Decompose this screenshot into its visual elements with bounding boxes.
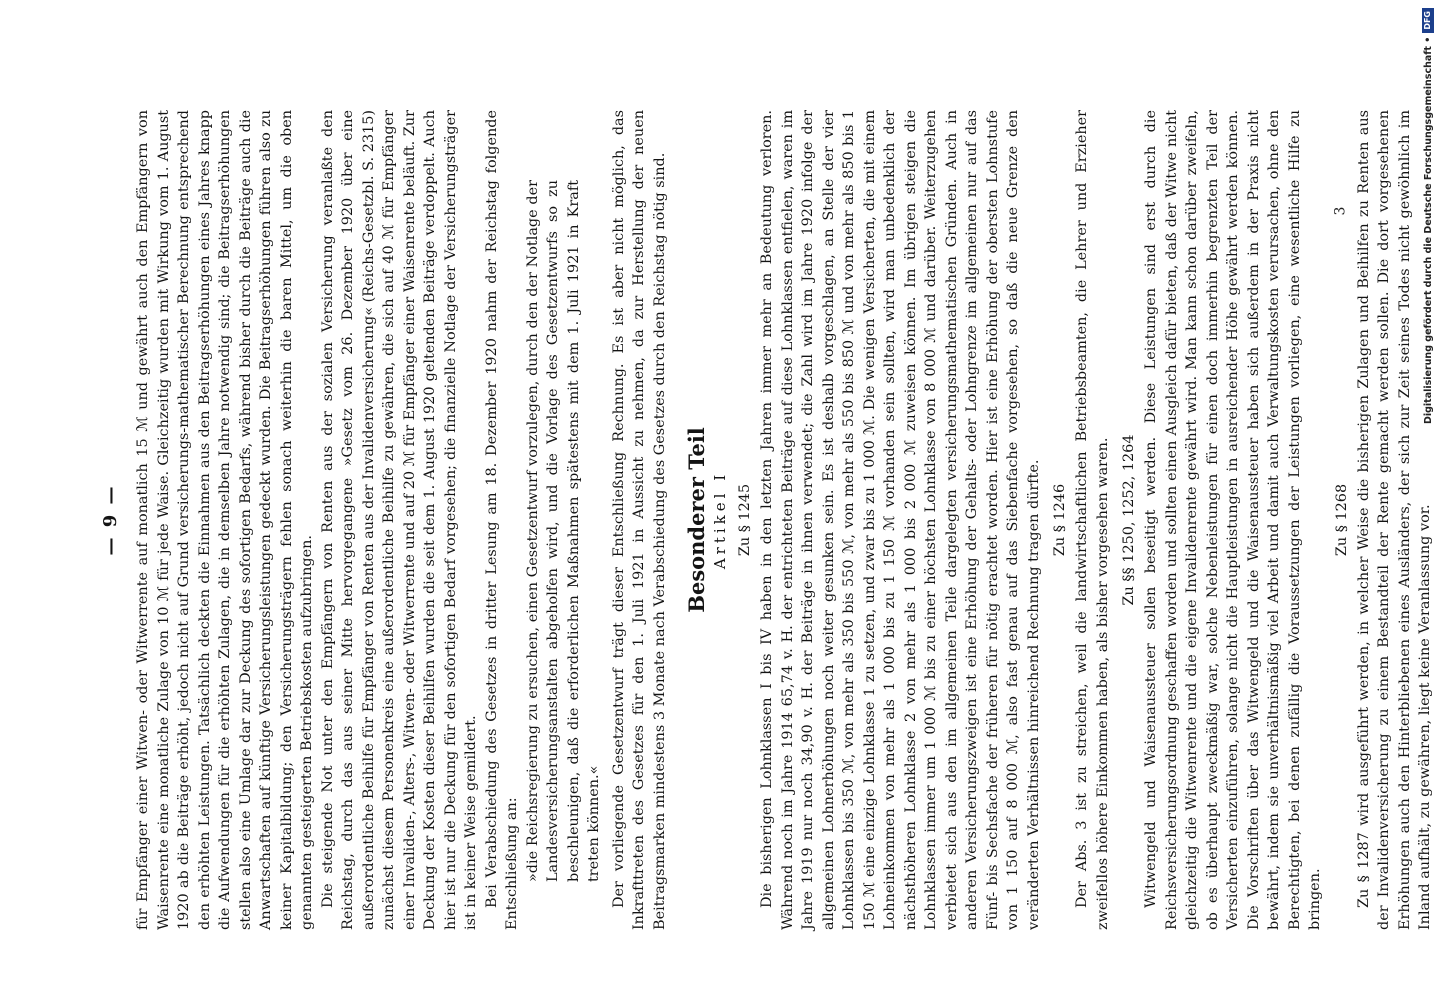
paragraph-verabschiedung: Bei Verabschiedung des Gesetzes in dritter Lesung am 18. Dezember 1920 nahm der Reichstag folgende Entschließung an: bbox=[483, 110, 520, 930]
paragraph-rente-zulagen: für Empfänger einer Witwen- oder Witwerrente auf monatlich 15 ℳ und gewährt auch den Empfängern von Waisenrente eine monatliche Zulage von 10 ℳ für jede Waise. Gleichzeitig wurden mit Wirkung vom 1. August 1920 ab die Beiträge erhöht, jedoch nicht auf Grund versicherungs-mathematischer Berechnung entsprechend den erhöhten Leistungen. Tatsächlich deckten die Einnahmen aus den Beitragserhöhungen eines Jahres knapp die Aufwendungen für die erhöhten Zulagen, die in demselben Jahre notwendig sind; die Beitragserhöhungen stellen also eine Umlage dar zur Deckung des sofortigen Bedarfs, während bisher durch die Beiträge auch die Anwartschaften auf künftige Versicherungsleistungen gedeckt wurden. Die Beitragserhöhungen führen also zu keiner Kapitalbildung; den Versicherungsträgern fehlen sonach weiterhin die baren Mittel, um die oben genannten gesteigerten Betriebskosten aufzubringen. bbox=[135, 110, 315, 930]
credit-text: Digitalisierung gefördert durch die Deutsche Forschungsgemeinschaft • bbox=[1422, 36, 1434, 425]
paragraph-lohnklassen: Die bisherigen Lohnklassen I bis IV haben in den letzten Jahren immer mehr an Bedeutung verloren. Während noch im Jahre 1914 65,74 v. H. der entrichteten Beiträge auf diese Lohnklassen entfielen, waren im Jahre 1919 nur noch 34,90 v. H. der Beiträge in ihnen verwendet; die Zahl wird im Jahre 1920 infolge der allgemeinen Lohnerhöhungen noch weiter gesunken sein. Es ist deshalb vorgeschlagen, an Stelle der vier Lohnklassen bis 350 ℳ, von mehr als 350 bis 550 ℳ, von mehr als 550 bis 850 ℳ und von mehr als 850 bis 1 150 ℳ eine einzige Lohnklasse 1 zu setzen, und zwar bis zu 1 000 ℳ. Die wenigen Versicherten, die mit einem Lohneinkommen von mehr als 1 000 bis zu 1 150 ℳ vorhanden sein sollten, wird man unbedenklich der nächsthöheren Lohnklasse 2 von mehr als 1 000 bis 2 000 ℳ zuweisen können. Im übrigen steigen die Lohnklassen immer um 1 000 ℳ bis zu einer höchsten Lohnklasse von 8 000 ℳ und darüber. Weiterzugehen verbietet sich aus den im allgemeinen Teile dargelegten versicherungsmathematischen Gründen. Auch in anderen Versicherungszweigen ist eine Erhöhung der Gehalts- oder Lohngrenze im allgemeinen nur auf das Fünf- bis Sechsfache der früheren für nötig erachtet worden. Hier ist eine Erhöhung der obersten Lohnstufe von 1 150 auf 8 000 ℳ, also fast genau auf das Siebenfache vorgesehen, so daß die neue Grenze den veränderten Verhältnissen hinreichend Rechnung tragen dürfte. bbox=[759, 110, 1042, 930]
page-number: — 9 — bbox=[100, 484, 121, 556]
heading-para-1245: Zu § 1245 bbox=[737, 483, 753, 557]
dfg-logo-icon: DFG bbox=[1422, 8, 1434, 33]
paragraph-abs3: Der Abs. 3 ist zu streichen, weil die landwirtschaftlichen Betriebsbeamten, die Lehrer und Erzieher zweifellos höhere Einkommen haben, als bisher vorgesehen waren. bbox=[1074, 110, 1111, 930]
paragraph-auslaender: Zu § 1287 wird ausgeführt werden, in welcher Weise die bisherigen Zulagen und Beihilfen zu Renten aus der Invalidenversicherung zu einem Bestandteil der Rente gemacht werden sollen. Die dort vorgesehenen Erhöhungen auch den Hinterbliebenen eines Ausländers, der sich zur Zeit seines Todes nicht gewöhnlich im Inland aufhält, zu gewähren, liegt keine Veranlassung vor. bbox=[1355, 110, 1433, 930]
section-heading: Besonderer Teil bbox=[684, 427, 709, 613]
paragraph-gesetzentwurf: Der vorliegende Gesetzentwurf trägt dieser Entschließung Rechnung. Es ist aber nicht möglich, das Inkrafttreten des Gesetzes für den 1. Juli 1921 in Aussicht zu nehmen, da zur Herstellung der neuen Beitragsmarken mindestens 3 Monate nach Verabschiedung des Gesetzes durch den Reichstag nötig sind. bbox=[610, 110, 668, 930]
paragraph-witwengeld: Witwengeld und Waisenaussteuer sollen beseitigt werden. Diese Leistungen sind erst durch die Reichsversicherungsordnung geschaffen worden und sollten einen Ausgleich dafür bieten, daß der Witwe nicht gleichzeitig die Witwenrente und die eigene Invalidenrente gewährt wird. Man kann schon darüber zweifeln, ob es überhaupt zweckmäßig war, solche Nebenleistungen für einen doch immerhin begrenzten Teil der Versicherten einzuführen, solange nicht die Hauptleistungen in ausreichender Höhe gewährt werden können. Die Vorschriften über das Witwengeld und die Waisenaussteuer haben sich außerdem in der Praxis nicht bewährt, indem sie unverhältnismäßig viel Arbeit und damit auch Verwaltungskosten verursachen, ohne den Berechtigten, bei denen zufällig die Voraussetzungen der Leistungen vorliegen, eine wesentliche Hilfe zu bringen. bbox=[1143, 110, 1323, 930]
quoted-resolution: »die Reichsregierung zu ersuchen, einen Gesetzentwurf vorzulegen, durch den der Notlage der Landesversicherungsanstalten abgeholfen wird, und die Vorlage des Gesetzentwurfs so zu beschleunigen, daß die erforderlichen Maßnahmen spätestens mit dem 1. Juli 1921 in Kraft treten können.« bbox=[524, 180, 602, 882]
paragraph-reichstag-beihilfe: Die steigende Not unter den Empfängern von Renten aus der sozialen Versicherung veranlaßte den Reichstag, durch das aus seiner Mitte hervorgegangene »Gesetz vom 26. Dezember 1920 über eine außerordentliche Beihilfe für Empfänger von Renten aus der Invalidenversicherung« (Reichs-Gesetzbl. S. 2315) zunächst diesem Personenkreis eine außerordentliche Beihilfe zu gewähren, die sich auf 40 ℳ für Empfänger einer Invaliden-, Alters-, Witwen- oder Witwerrente und auf 20 ℳ für Empfänger einer Waisenrente beläuft. Zur Deckung der Kosten dieser Beihilfen wurden die seit dem 1. August 1920 geltenden Beiträge verdoppelt. Auch hier ist nur die Deckung für den sofortigen Bedarf vorgesehen; die finanzielle Notlage der Versicherungsträger ist in keiner Weise gemildert. bbox=[319, 110, 479, 930]
digitization-credit bbox=[1421, 8, 1434, 425]
heading-para-1250: Zu §§ 1250, 1252, 1264 bbox=[1121, 434, 1137, 606]
heading-para-1268: Zu § 1268 bbox=[1333, 483, 1350, 557]
article-heading: Artikel I bbox=[711, 470, 729, 570]
heading-para-1246: Zu § 1246 bbox=[1052, 483, 1068, 557]
sheet-number: 3 bbox=[1332, 206, 1349, 216]
